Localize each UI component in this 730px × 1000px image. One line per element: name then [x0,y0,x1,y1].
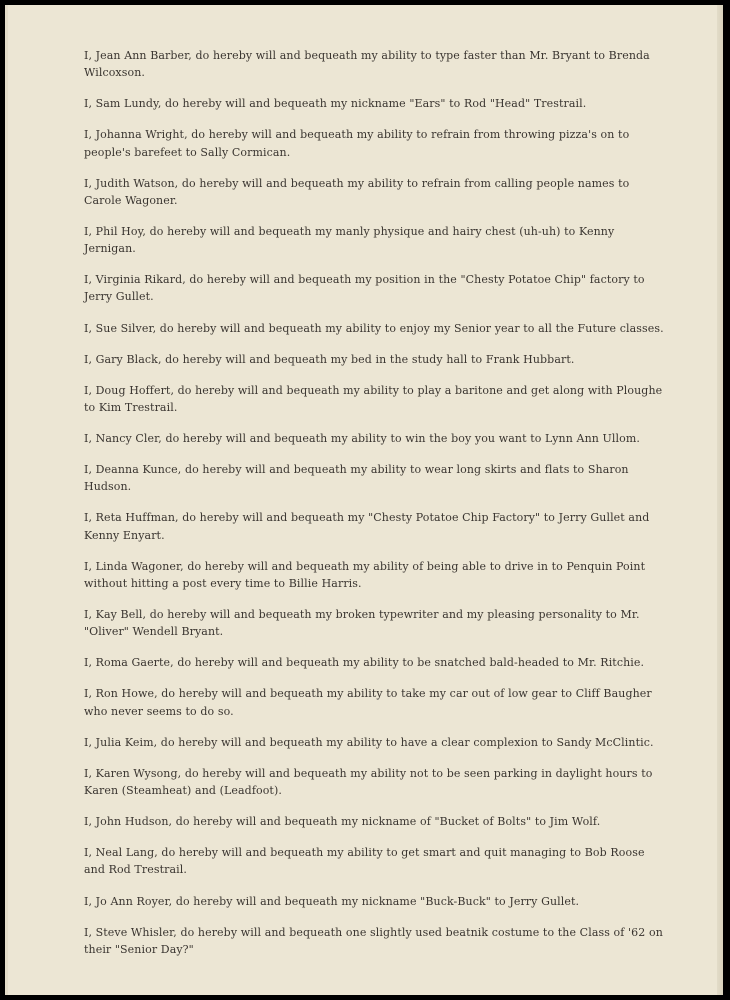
document-page [5,5,723,995]
bequest-paragraph: I, Nancy Cler, do hereby will and bequeath my ability to win the boy you want to Lynn Ann Ullom. [84,432,640,446]
bequest-paragraph: I, Sue Silver, do hereby will and bequeath my ability to enjoy my Senior year to all the Future classes. [84,321,664,335]
bequest-paragraph: I, Julia Keim, do hereby will and bequeath my ability to have a clear complexion to Sandy McClintic. [84,735,654,749]
bequest-paragraph: I, Sam Lundy, do hereby will and bequeath my nickname "Ears" to Rod "Head" Trestrail. [84,97,587,111]
bequest-paragraph: I, Judith Watson, do hereby will and bequeath my ability to refrain from calling people names to Carole Wagoner. [84,176,630,207]
bequest-paragraph: I, Roma Gaerte, do hereby will and bequeath my ability to be snatched bald-headed to Mr. Ritchie. [84,656,645,670]
bequest-list [84,47,664,972]
bequest-paragraph: I, Virginia Rikard, do hereby will and bequeath my position in the "Chesty Potatoe Chip" factory to Jerry Gullet. [84,273,645,304]
bequest-paragraph: I, Deanna Kunce, do hereby will and bequeath my ability to wear long skirts and flats to Sharon Hudson. [84,463,629,494]
bequest-paragraph: I, Doug Hoffert, do hereby will and bequeath my ability to play a baritone and get along with Ploughe to Kim Trestrail. [84,383,663,414]
bequest-paragraph: I, Neal Lang, do hereby will and bequeath my ability to get smart and quit managing to Bob Roose and Rod Trestrail. [84,846,645,877]
bequest-paragraph: I, Gary Black, do hereby will and bequeath my bed in the study hall to Frank Hubbart. [84,352,575,366]
bequest-paragraph: I, Jo Ann Royer, do hereby will and bequeath my nickname "Buck-Buck" to Jerry Gullet. [84,894,580,908]
bequest-paragraph: I, Karen Wysong, do hereby will and bequeath my ability not to be seen parking in daylight hours to Karen (Steamheat) and (Leadfoot). [84,766,653,798]
bequest-paragraph: I, Linda Wagoner, do hereby will and bequeath my ability of being able to drive in to Penquin Point without hitting a post every time to Billie Harris. [84,559,646,590]
bequest-paragraph: I, Ron Howe, do hereby will and bequeath my ability to take my car out of low gear to Cliff Baugher who never seems to do so. [84,687,652,718]
bequest-paragraph: I, Steve Whisler, do hereby will and bequeath one slightly used beatnik costume to the Class of '62 on their "Senior Day?" [84,925,663,956]
bequest-paragraph: I, John Hudson, do hereby will and bequeath my nickname of "Bucket of Bolts" to Jim Wolf. [84,815,601,829]
bequest-paragraph: I, Kay Bell, do hereby will and bequeath my broken typewriter and my pleasing personality to Mr. "Oliver" Wendell Bryant. [84,608,640,639]
page-right-edge [717,5,723,995]
bequest-paragraph: I, Phil Hoy, do hereby will and bequeath my manly physique and hairy chest (uh-uh) to Kenny Jernigan. [84,224,615,256]
bequest-paragraph: I, Jean Ann Barber, do hereby will and bequeath my ability to type faster than Mr. Bryant to Brenda Wilcoxson. [84,49,650,80]
bequest-paragraph: I, Johanna Wright, do hereby will and bequeath my ability to refrain from throwing pizza's on to people's barefeet to Sally Cormican. [84,128,630,159]
page-left-edge [5,5,8,995]
bequest-paragraph: I, Reta Huffman, do hereby will and bequeath my "Chesty Potatoe Chip Factory" to Jerry Gullet and Kenny Enyart. [84,511,650,542]
